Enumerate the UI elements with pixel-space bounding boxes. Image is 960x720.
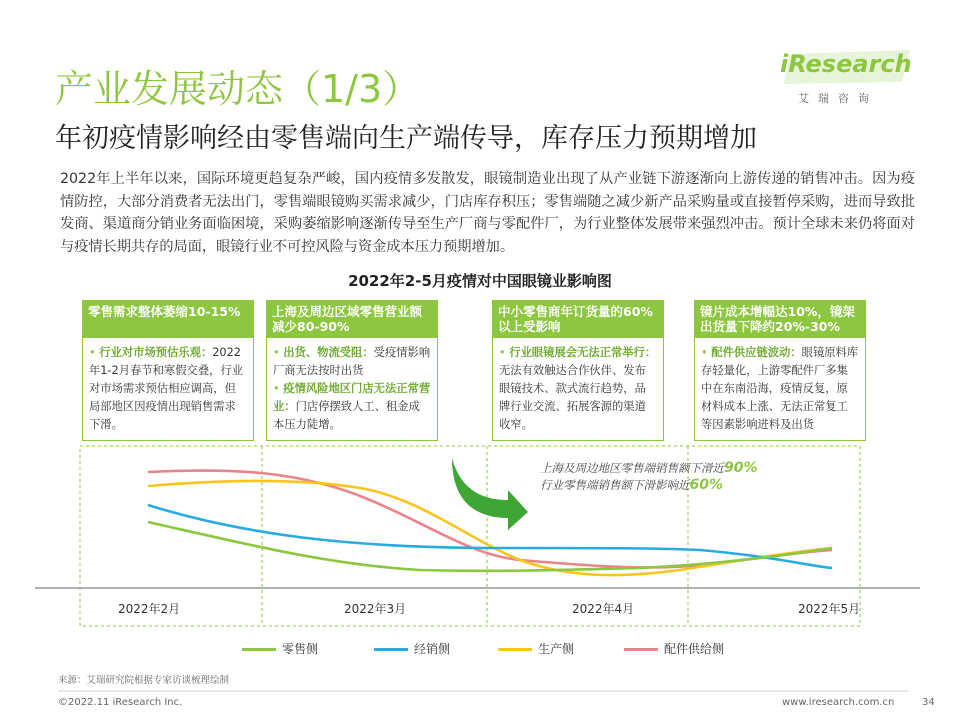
card-head: 上海及周边区域零售营业额减少80-90% [266, 300, 438, 338]
card-body: • 配件供应链波动：眼镜原料库存轻量化，上游零配件厂多集中在东南沿海，疫情反复，原材料成本上涨、无法正常复工等因素影响进料及出货 [694, 338, 866, 441]
site-link[interactable]: www.iresearch.com.cn [782, 697, 895, 708]
legend-item-distribution: 经销侧 [374, 640, 450, 657]
x-tick-label: 2022年2月 [118, 602, 181, 616]
card-head: 中小零售商年订货量的60%以上受影响 [492, 300, 664, 338]
card-head: 零售需求整体萎缩10-15% [82, 300, 254, 338]
legend-item-retail: 零售侧 [242, 640, 318, 657]
card-body: • 行业对市场预估乐观：2022年1-2月春节和寒假交叠，行业对市场需求预估相应调高，但局部地区因疫情出现销售需求下滑。 [82, 338, 254, 441]
trend-arrow-icon [452, 458, 528, 530]
intro-paragraph: 2022年上半年以来，国际环境更趋复杂严峻，国内疫情多发散发，眼镜制造业出现了从产业链下游逐渐向上游传递的销售冲击。因为疫情防控，大部分消费者无法出门，零售端眼镜购买需求减少，门店库存积压；零售端随之减少新产品采购量或直接暂停采购，进而导致批发商、渠道商分销业务面临困境，采购萎缩影响逐渐传导至生产厂商与零配件厂，为行业整体发展带来强烈冲击。预计全球未来仍将面对与疫情长期共存的局面，眼镜行业不可控风险与资金成本压力预期增加。 [60, 171, 915, 255]
legend-swatch [374, 648, 408, 651]
chart-title: 2022年2-5月疫情对中国眼镜业影响图 [348, 272, 612, 290]
card-head: 镜片成本增幅达10%，镜架出货量下降约20%-30% [694, 300, 866, 338]
iresearch-logo: iResearch 艾瑞咨询 [780, 50, 912, 105]
x-tick-label: 2022年5月 [798, 602, 861, 616]
page-title: 产业发展动态（1/3） [55, 67, 421, 111]
page-number: 34 [922, 697, 935, 708]
card-body: • 出货、物流受阻：受疫情影响厂商无法按时出货 • 疫情风险地区门店无法正常营业：门店停摆致人工、租金成本压力陡增。 [266, 338, 438, 441]
x-tick-label: 2022年4月 [572, 602, 635, 616]
source-note: 来源：艾瑞研究院根据专家访谈梳理绘制 [58, 675, 230, 686]
chart-annotation: 上海及周边地区零售端销售额下滑近90% 行业零售端销售额下滑影响近60% [540, 460, 758, 493]
copyright: ©2022.11 iResearch Inc. [58, 697, 183, 708]
legend-item-parts: 配件供给侧 [624, 640, 724, 657]
legend-swatch [498, 648, 532, 651]
legend-item-production: 生产侧 [498, 640, 574, 657]
x-tick-label: 2022年3月 [344, 602, 407, 616]
card-body: • 行业眼镜展会无法正常举行：无法有效触达合作伙伴、发布眼镜技术、款式流行趋势，品牌行业交流、拓展客源的渠道收窄。 [492, 338, 664, 441]
legend-swatch [624, 648, 658, 651]
legend-swatch [242, 648, 276, 651]
page-subtitle: 年初疫情影响经由零售端向生产端传导，库存压力预期增加 [55, 123, 757, 154]
